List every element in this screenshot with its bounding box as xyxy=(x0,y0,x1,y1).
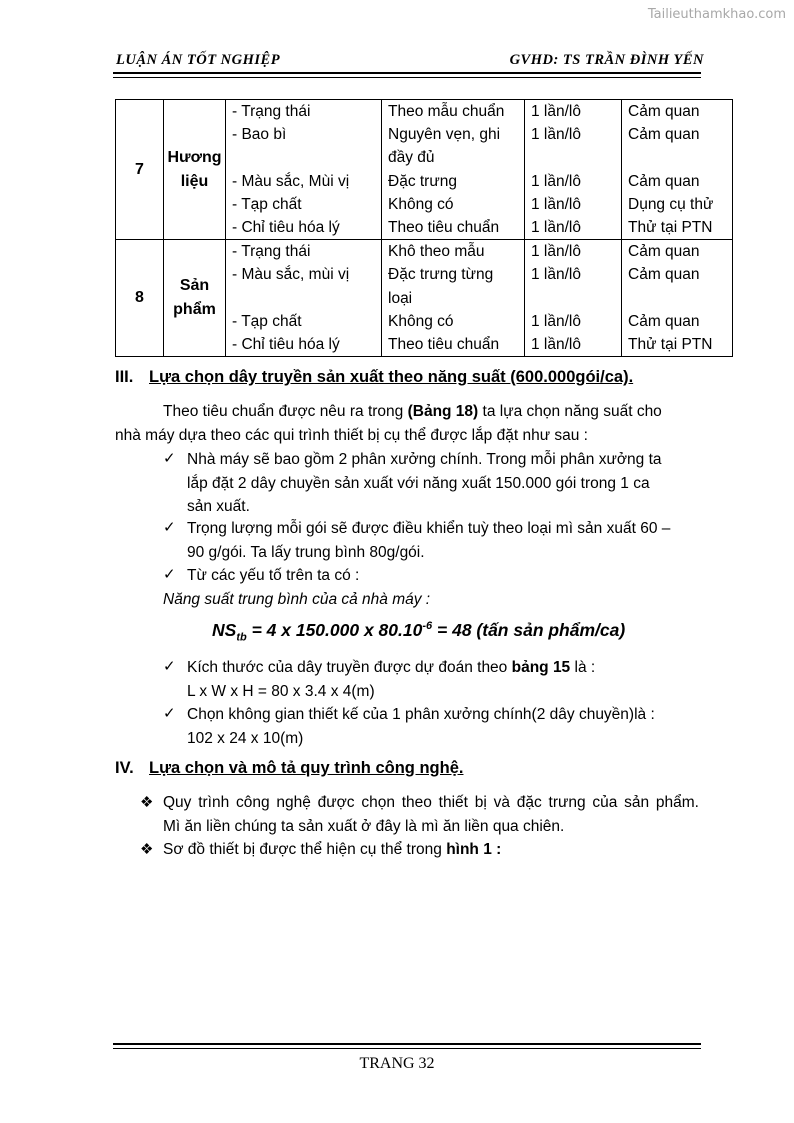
method-line: Cảm quan xyxy=(628,312,700,330)
standard-cell xyxy=(382,100,525,240)
criteria-line: - Tạp chất xyxy=(232,195,302,213)
standard-line: Nguyên vẹn, ghi xyxy=(388,126,501,144)
standard-line: Khô theo mẫu xyxy=(388,243,485,261)
header-rule-thin xyxy=(113,77,701,78)
intro-text: ta lựa chọn năng suất cho xyxy=(478,403,662,420)
bullet-line: Trọng lượng mỗi gói sẽ được điều khiển tuỳ theo loại mì sản xuất 60 – xyxy=(187,520,671,537)
bullet-line: Mì ăn liền chúng ta sản xuất ở đây là mì ăn liền qua chiên. xyxy=(163,817,565,835)
method-line: Cảm quan xyxy=(628,266,700,284)
section-title: Lựa chọn dây truyền sản xuất theo năng suất (600.000gói/ca). xyxy=(149,368,634,386)
bullet-line: L x W x H = 80 x 3.4 x 4(m) xyxy=(187,682,375,700)
formula-subscript: tb xyxy=(236,631,247,644)
quality-control-table xyxy=(115,99,733,357)
header-advisor: GVHD: TS TRẦN ĐÌNH YẾN xyxy=(509,52,704,68)
checkmark-icon: ✓ xyxy=(163,450,176,467)
intro-ref-bold: (Bảng 18) xyxy=(407,403,479,420)
criteria-line: - Màu sắc, mùi vị xyxy=(232,266,350,284)
row-item-name xyxy=(164,100,226,240)
average-capacity-label: Năng suất trung bình của cả nhà máy : xyxy=(163,591,431,608)
intro-paragraph-line2: nhà máy dựa theo các qui trình thiết bị cụ thể được lắp đặt như sau : xyxy=(115,427,588,444)
method-line: Cảm quan xyxy=(628,126,700,144)
item-name-line: Sản xyxy=(179,277,210,295)
bullet-package-weight xyxy=(187,517,699,564)
frequency-line: 1 lần/lô xyxy=(531,218,581,236)
checkmark-icon: ✓ xyxy=(163,519,176,536)
criteria-line: - Tạp chất xyxy=(232,312,302,330)
table-row xyxy=(116,240,733,357)
diamond-bullet-icon: ❖ xyxy=(140,794,154,811)
standard-line: đầy đủ xyxy=(388,149,435,167)
row-item-name xyxy=(164,240,226,357)
frequency-line: 1 lần/lô xyxy=(531,126,581,144)
checkmark-icon: ✓ xyxy=(163,658,176,675)
bullet-workshop-space xyxy=(187,703,699,750)
standard-line: Đặc trưng xyxy=(388,172,457,190)
criteria-line: - Trạng thái xyxy=(232,243,311,261)
criteria-line xyxy=(226,146,381,169)
bullet-line: 90 g/gói. Ta lấy trung bình 80g/gói. xyxy=(187,543,425,561)
criteria-line: - Bao bì xyxy=(232,126,287,144)
section-3-heading xyxy=(115,368,633,387)
frequency-cell xyxy=(525,100,622,240)
page-number: TRANG 32 xyxy=(359,1055,435,1072)
frequency-line: 1 lần/lô xyxy=(531,103,581,120)
bullet-line: 102 x 24 x 10(m) xyxy=(187,729,304,747)
intro-paragraph-line1 xyxy=(163,400,699,424)
section-4-heading xyxy=(115,759,463,778)
bullet-process-selection xyxy=(163,791,699,838)
formula-ns: NS xyxy=(212,620,237,640)
header-rule-thick xyxy=(113,72,701,74)
section-number: III. xyxy=(115,368,134,386)
formula-expression: = 4 x 150.000 x 80.10 xyxy=(246,620,423,640)
row-number: 7 xyxy=(116,100,164,240)
bullet-line: sản xuất. xyxy=(187,498,250,515)
method-line: Dụng cụ thử xyxy=(628,195,714,213)
method-line xyxy=(622,287,732,310)
diamond-bullet-icon: ❖ xyxy=(140,841,154,858)
standard-line: Không có xyxy=(388,195,454,213)
bullet-line xyxy=(187,656,699,680)
standard-line: Theo mẫu chuẩn xyxy=(388,103,505,120)
bullet-line-dimensions xyxy=(187,656,699,703)
standard-line: Không có xyxy=(388,312,454,330)
method-line: Cảm quan xyxy=(628,172,700,190)
bullet-from-factors: Từ các yếu tố trên ta có : xyxy=(187,567,360,584)
frequency-line: 1 lần/lô xyxy=(531,243,581,261)
watermark-text: Tailieuthamkhao.com xyxy=(647,7,786,22)
frequency-line: 1 lần/lô xyxy=(531,195,581,213)
standard-line: Theo tiêu chuẩn xyxy=(388,335,500,353)
section-number: IV. xyxy=(115,759,134,777)
criteria-line: - Chỉ tiêu hóa lý xyxy=(232,335,340,353)
item-name-line: Hương xyxy=(167,148,222,166)
bullet-line: Nhà máy sẽ bao gồm 2 phân xưởng chính. Trong mỗi phân xưởng ta xyxy=(187,451,662,468)
criteria-line: - Trạng thái xyxy=(232,103,311,120)
item-name-line: phẩm xyxy=(173,301,216,319)
method-line: Thử tại PTN xyxy=(628,218,713,236)
footer-rule-thick xyxy=(113,1043,701,1045)
formula-result: = 48 (tấn sản phẩm/ca) xyxy=(432,620,626,640)
standard-line: Đặc trưng từng xyxy=(388,266,494,284)
criteria-line: - Màu sắc, Mùi vị xyxy=(232,172,350,190)
method-line: Cảm quan xyxy=(628,243,700,261)
standard-line: Theo tiêu chuẩn xyxy=(388,218,500,236)
method-cell xyxy=(622,240,733,357)
table-ref-bold: bảng 15 xyxy=(511,659,571,676)
method-cell xyxy=(622,100,733,240)
header-thesis-title: LUẬN ÁN TỐT NGHIỆP xyxy=(116,52,281,68)
frequency-line: 1 lần/lô xyxy=(531,266,581,284)
formula-exponent: -6 xyxy=(422,620,433,633)
frequency-line xyxy=(525,287,621,310)
criteria-cell xyxy=(226,100,382,240)
criteria-line: - Chỉ tiêu hóa lý xyxy=(232,218,340,236)
bullet-text: là : xyxy=(570,659,596,676)
item-name-line: liệu xyxy=(180,172,209,190)
bullet-equipment-diagram xyxy=(163,838,501,862)
standard-line: loại xyxy=(388,289,413,307)
checkmark-icon: ✓ xyxy=(163,566,176,583)
table-row xyxy=(116,100,733,240)
bullet-line: Quy trình công nghệ được chọn theo thiết bị và đặc trưng của sản phẩm. xyxy=(163,794,699,811)
frequency-line: 1 lần/lô xyxy=(531,335,581,353)
method-line: Cảm quan xyxy=(628,103,700,120)
checkmark-icon: ✓ xyxy=(163,705,176,722)
method-line: Thử tại PTN xyxy=(628,335,713,353)
capacity-formula xyxy=(212,620,625,644)
criteria-cell xyxy=(226,240,382,357)
frequency-line: 1 lần/lô xyxy=(531,172,581,190)
figure-ref-bold: hình 1 : xyxy=(446,841,502,858)
footer-rule-thin xyxy=(113,1048,701,1049)
bullet-line: lắp đặt 2 dây chuyền sản xuất với năng xuất 150.000 gói trong 1 ca xyxy=(187,474,650,492)
row-number: 8 xyxy=(116,240,164,357)
bullet-text: Kích thước của dây truyền được dự đoán theo xyxy=(187,659,512,676)
frequency-cell xyxy=(525,240,622,357)
method-line xyxy=(622,146,732,169)
bullet-line: Chọn không gian thiết kế của 1 phân xưởng chính(2 dây chuyền)là : xyxy=(187,706,655,723)
bullet-text: Sơ đồ thiết bị được thể hiện cụ thể trong xyxy=(163,841,447,858)
standard-cell xyxy=(382,240,525,357)
frequency-line xyxy=(525,146,621,169)
criteria-line xyxy=(226,287,381,310)
bullet-workshops xyxy=(187,448,699,519)
intro-text: Theo tiêu chuẩn được nêu ra trong xyxy=(163,403,408,420)
frequency-line: 1 lần/lô xyxy=(531,312,581,330)
section-title: Lựa chọn và mô tả quy trình công nghệ. xyxy=(149,759,464,777)
